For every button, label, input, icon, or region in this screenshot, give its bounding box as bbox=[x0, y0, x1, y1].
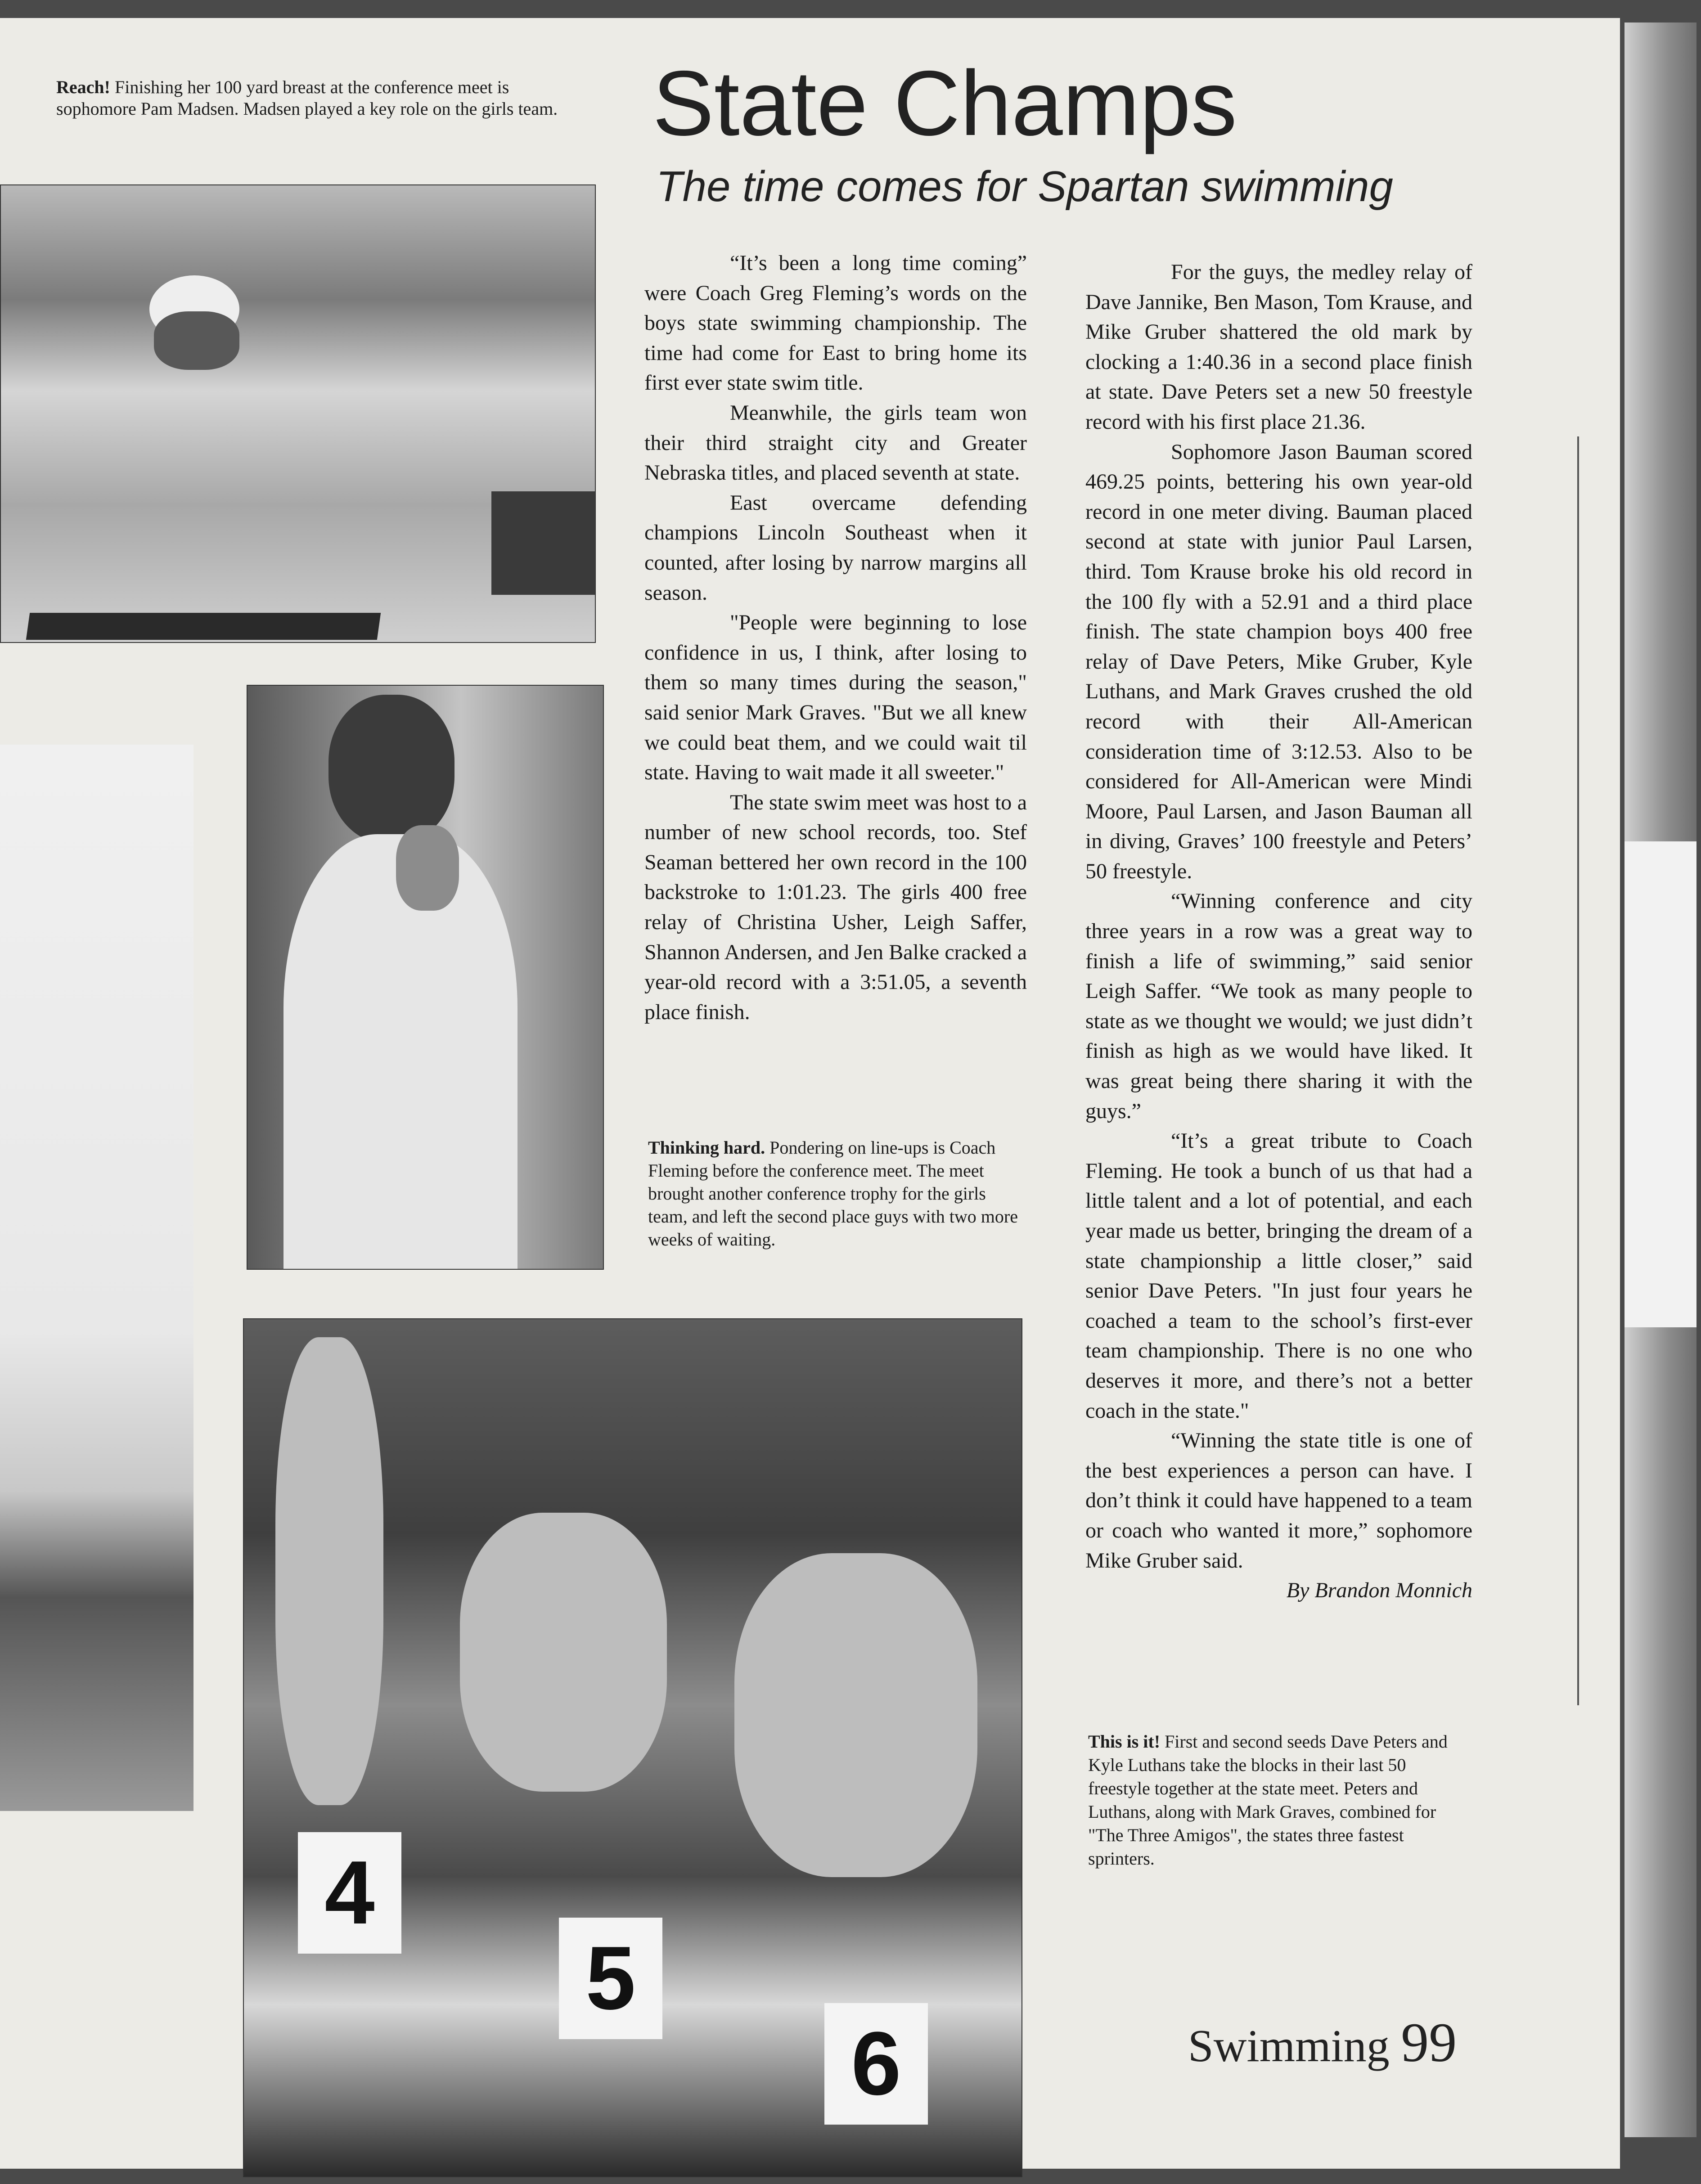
article-paragraph: Meanwhile, the girls team won their third straight city and Greater Nebraska titles, and placed seventh at state. bbox=[644, 400, 1027, 485]
page-number: 99 bbox=[1401, 2012, 1457, 2073]
page-edge-tab bbox=[1624, 841, 1696, 1327]
article-paragraph: East overcame defending champions Lincoln Southeast when it counted, after losing by narrow margins all season. bbox=[644, 490, 1027, 605]
caption-reach bbox=[56, 76, 592, 120]
article-paragraph: "People were beginning to lose confidence in us, I think, after losing to them so many times during the season," said senior Mark Graves. "But we all knew we could beat them, and we could wait til state. Having to wait made it all sweeter." bbox=[644, 611, 1027, 785]
article-column-2 bbox=[1085, 257, 1472, 1606]
coach-hand bbox=[396, 825, 459, 911]
caption-lead: This is it! bbox=[1088, 1731, 1161, 1752]
caption-text: First and second seeds Dave Peters and Kyle Luthans take the blocks in their last 50 freestyle together at the state meet. Peters and Luthans, along with Mark Graves, combined for "The Three Amigos", the states three fastest sprinters. bbox=[1088, 1731, 1448, 1869]
pool-wall bbox=[491, 491, 595, 595]
swimmer-crouching-2 bbox=[734, 1553, 977, 1877]
caption-lead: Thinking hard. bbox=[648, 1137, 765, 1158]
coach-sweater bbox=[284, 834, 518, 1269]
swimmer-face bbox=[154, 311, 239, 370]
article-paragraph: “It’s a great tribute to Coach Fleming. He took a bunch of us that had a little talent and a lot of potential, and each year made us better, bringing the dream of a state championship a little closer,” said senior Dave Peters. "In just four years he coached a team to the school’s first-ever team championship. There is no one who deserves it more, and there’s not a better coach in the state." bbox=[1085, 1129, 1472, 1423]
starting-block-number: 4 bbox=[298, 1832, 401, 1954]
byline: By Brandon Monnich bbox=[1286, 1578, 1472, 1603]
caption-text: Finishing her 100 yard breast at the conference meet is sophomore Pam Madsen. Madsen played a key role on the girls team. bbox=[56, 77, 558, 119]
caption-thinking-hard bbox=[648, 1136, 1022, 1251]
page-subtitle: The time comes for Spartan swimming bbox=[656, 162, 1393, 211]
page-title: State Champs bbox=[652, 52, 1237, 155]
coach-head bbox=[328, 695, 454, 843]
swimmer-crouching bbox=[460, 1513, 667, 1792]
caption-text: Pondering on line-ups is Coach Fleming before the conference meet. The meet brought another conference trophy for the girls team, and left the second place guys with two more weeks of waiting. bbox=[648, 1137, 1018, 1249]
column-rule bbox=[1577, 436, 1579, 1705]
photo-breaststroke-swimmer bbox=[0, 184, 596, 643]
page-folio bbox=[1188, 2012, 1457, 2073]
photo-coach-fleming bbox=[247, 685, 604, 1270]
article-column-1 bbox=[644, 248, 1027, 1027]
article-paragraph: Sophomore Jason Bauman scored 469.25 points, bettering his own year-old record in one meter diving. Bauman placed second at state with junior Paul Larsen, third. Tom Krause broke his old record in the 100 fly with a 52.91 and a third place finish. The state champion boys 400 free relay of Dave Peters, Mike Gruber, Kyle Luthans, and Mark Graves crushed the old record with their All-American consideration time of 3:12.53. Also to be considered for All-American were Mindi Moore, Paul Larsen, and Jason Bauman all in diving, Graves’ 100 freestyle and Peters’ 50 freestyle. bbox=[1085, 440, 1472, 883]
starting-block-number: 6 bbox=[824, 2003, 928, 2125]
article-paragraph: “Winning conference and city three years in a row was a great way to finish a life of swimming,” said senior Leigh Saffer. “We took as many people to state as we thought we would; we just didn’t finish as high as we would have liked. It was great being there sharing it with the guys.” bbox=[1085, 889, 1472, 1123]
lane-line bbox=[26, 613, 381, 640]
folio-section: Swimming bbox=[1188, 2021, 1390, 2072]
photo-pool-deck-spectators bbox=[0, 745, 194, 1811]
swimmer-standing bbox=[275, 1337, 383, 1805]
photo-starting-blocks bbox=[243, 1318, 1022, 2177]
article-paragraph: “It’s been a long time coming” were Coach Greg Fleming’s words on the boys state swimming championship. The time had come for East to bring home its first ever state swim title. bbox=[644, 251, 1027, 395]
caption-this-is-it bbox=[1088, 1730, 1466, 1870]
caption-lead: Reach! bbox=[56, 77, 110, 97]
article-paragraph: The state swim meet was host to a number of new school records, too. Stef Seaman bettered her own record in the 100 backstroke to 1:01.23. The girls 400 free relay of Christina Usher, Leigh Saffer, Shannon Andersen, and Jen Balke cracked a year-old record with a 3:51.05, a seventh place finish. bbox=[644, 790, 1027, 1024]
article-paragraph: For the guys, the medley relay of Dave Jannike, Ben Mason, Tom Krause, and Mike Gruber shattered the old mark by clocking a 1:40.36 in a second place finish at state. Dave Peters set a new 50 freestyle record with his first place 21.36. bbox=[1085, 260, 1472, 434]
article-paragraph: “Winning the state title is one of the best experiences a person can have. I don’t think it could have happened to a team or coach who wanted it more,” sophomore Mike Gruber said. bbox=[1085, 1429, 1472, 1573]
page-edge bbox=[1624, 22, 1696, 2137]
starting-block-number: 5 bbox=[559, 1918, 662, 2039]
